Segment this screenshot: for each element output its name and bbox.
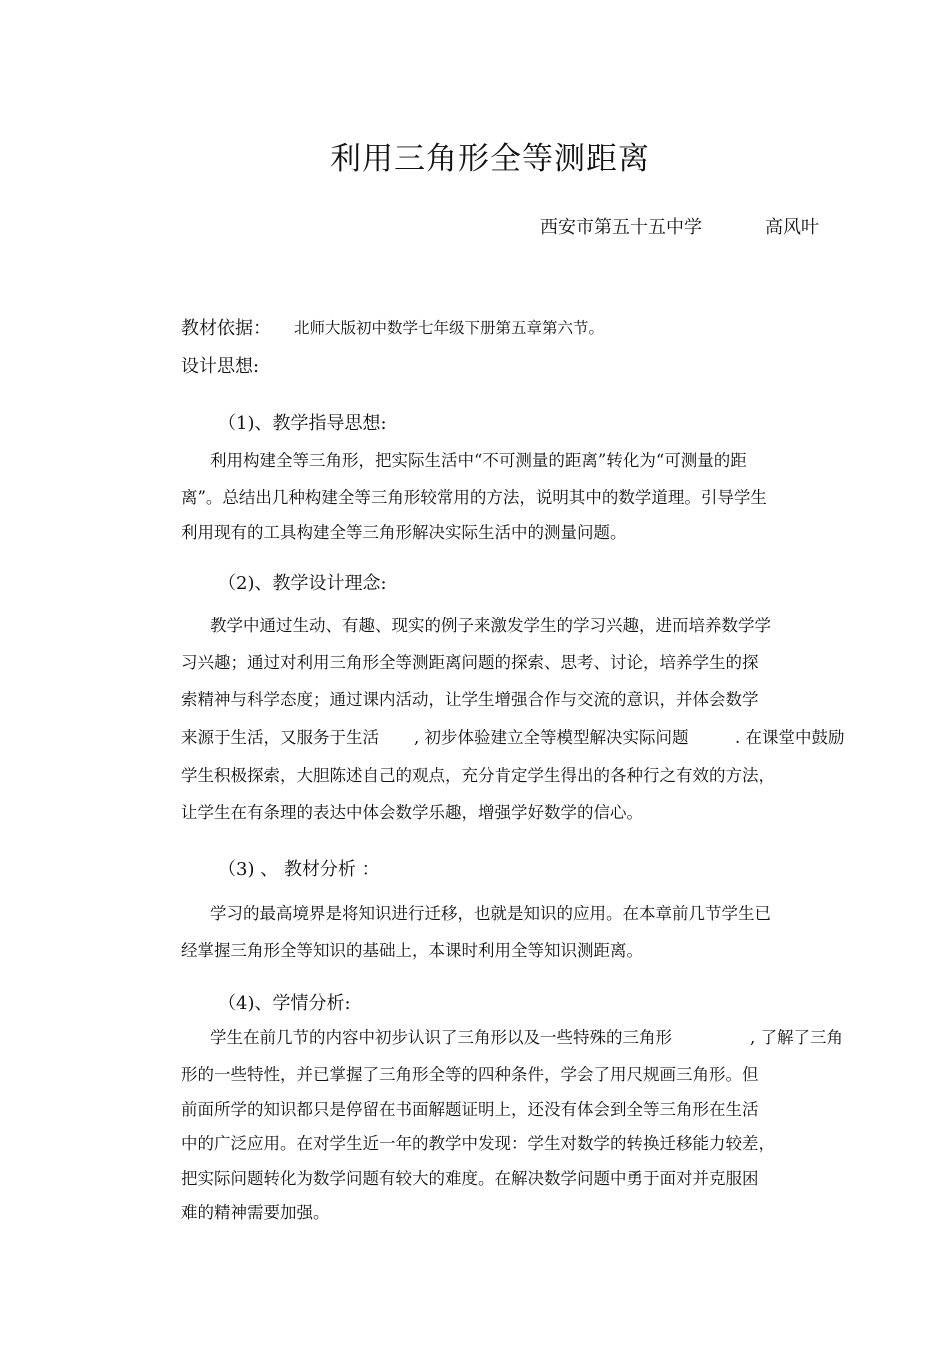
section-heading: （4)、学情分析: (218, 993, 351, 1014)
paragraph-line: 利用构建全等三角形，把实际生活中“不可测量的距离”转化为“可测量的距 (210, 451, 747, 470)
paragraph-line: 教学中通过生动、有趣、现实的例子来激发学生的学习兴趣，进而培养数学学 (210, 616, 771, 635)
paragraph-line: 学生在前几节的内容中初步认识了三角形以及一些特殊的三角形 (210, 1028, 672, 1047)
author-school: 西安市第五十五中学 (540, 217, 702, 238)
page-title: 利用三角形全等测距离 (330, 141, 650, 177)
section-heading: （2)、教学设计理念: (218, 573, 387, 594)
paragraph-line: 中的广泛应用。在对学生近一年的教学中发现：学生对数学的转换迁移能力较差， (181, 1134, 775, 1153)
section-heading: （1)、教学指导思想: (218, 413, 387, 434)
paragraph-line: 来源于生活，又服务于生活 (181, 728, 379, 747)
paragraph-line: 把实际问题转化为数学问题有较大的难度。在解决数学问题中勇于面对并克服困 (181, 1169, 759, 1188)
paragraph-line: 学习的最高境界是将知识进行迁移，也就是知识的应用。在本章前几节学生已 (210, 904, 771, 923)
paragraph-line: 让学生在有条理的表达中体会数学乐趣，增强学好数学的信心。 (181, 803, 643, 822)
paragraph-line: 习兴趣；通过对利用三角形全等测距离问题的探索、思考、讨论，培养学生的探 (181, 653, 759, 672)
paragraph-line: 利用现有的工具构建全等三角形解决实际生活中的测量问题。 (181, 523, 627, 542)
author-name: 高风叶 (765, 217, 819, 238)
paragraph-line: 学生积极探索，大胆陈述自己的观点，充分肯定学生得出的各种行之有效的方法， (181, 766, 775, 785)
design-label: 设计思想: (181, 356, 260, 377)
paragraph-line: 前面所学的知识都只是停留在书面解题证明上，还没有体会到全等三角形在生活 (181, 1100, 759, 1119)
section-heading: （3) 、 教材分析 ： (218, 859, 380, 880)
paragraph-line: , 了解了三角 (750, 1028, 843, 1047)
paragraph-line: , 初步体验建立全等模型解决实际问题 (414, 728, 689, 747)
paragraph-line: 离”。总结出几种构建全等三角形较常用的方法，说明其中的数学道理。引导学生 (181, 488, 767, 507)
basis-label: 教材依据： (181, 318, 271, 339)
basis-value: 北师大版初中数学七年级下册第五章第六节。 (294, 319, 605, 337)
paragraph-line: 索精神与科学态度；通过课内活动，让学生增强合作与交流的意识，并体会数学 (181, 690, 759, 709)
paragraph-line: . 在课堂中鼓励 (735, 728, 845, 747)
paragraph-line: 难的精神需要加强。 (181, 1203, 330, 1222)
paragraph-line: 经掌握三角形全等知识的基础上，本课时利用全等知识测距离。 (181, 941, 643, 960)
paragraph-line: 形的一些特性，并已掌握了三角形全等的四种条件，学会了用尺规画三角形。但 (181, 1065, 759, 1084)
